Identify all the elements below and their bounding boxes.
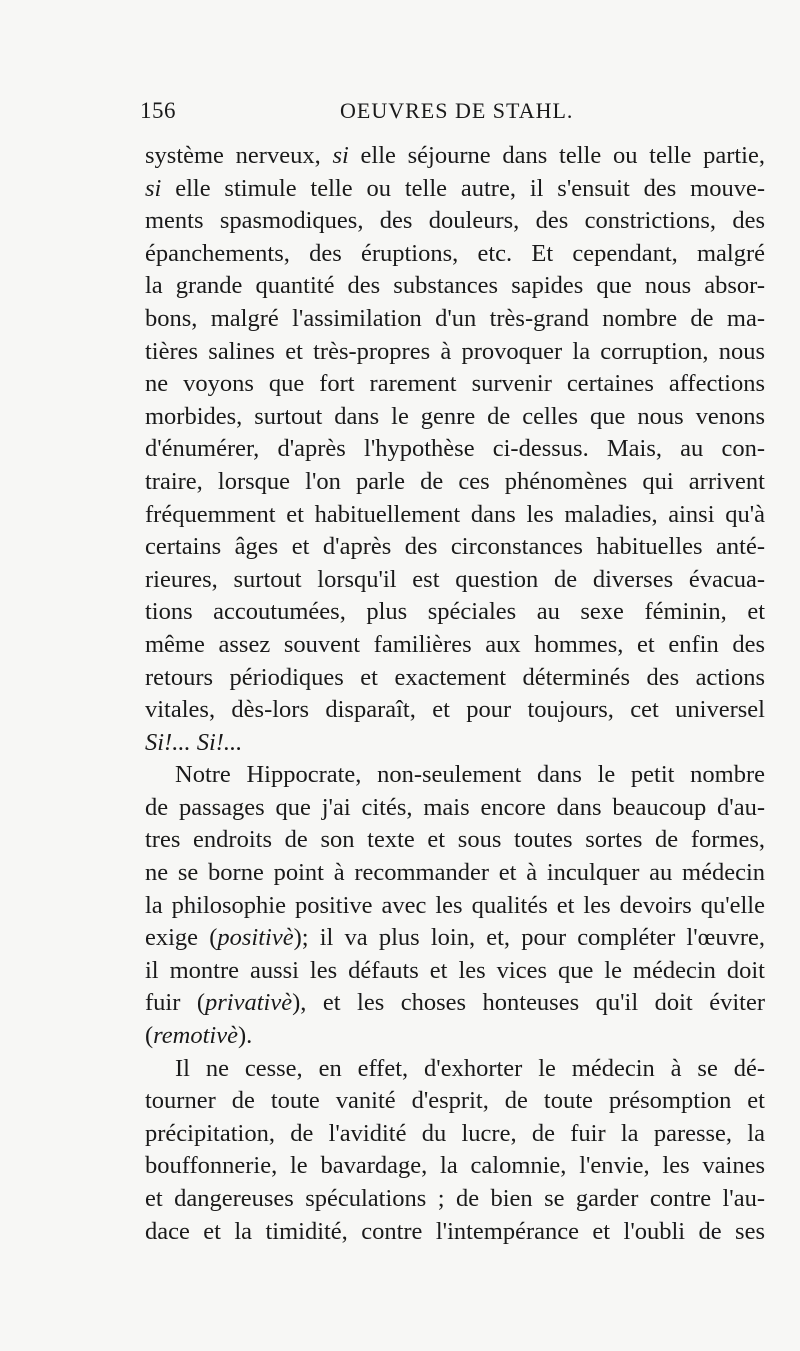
text-line [145, 987, 765, 1020]
running-title: OEUVRES DE STAHL. [340, 98, 574, 123]
text-run: tres endroits de son texte et sous toutes sortes de formes, [145, 826, 765, 854]
text-run: épanchements, des éruptions, etc. Et cependant, malgré [145, 239, 765, 267]
text-line [145, 1085, 765, 1118]
text-line [145, 531, 765, 564]
text-run: même assez souvent familières aux hommes, et enfin des [145, 630, 765, 658]
text-line [145, 857, 765, 890]
text-run: la philosophie positive avec les qualités et les devoirs qu'elle [145, 891, 765, 919]
page-header [140, 98, 770, 132]
text-line [145, 1020, 765, 1053]
text-run: fréquemment et habituellement dans les maladies, ainsi qu'à [145, 500, 765, 528]
text-line [145, 270, 765, 303]
text-run: ); il va plus loin, et, pour compléter l'œuvre, [293, 924, 765, 952]
text-run: Il ne cesse, en effet, d'exhorter le médecin à se dé- [175, 1054, 765, 1082]
text-run: d'énumérer, d'après l'hypothèse ci-dessus. Mais, au con- [145, 435, 765, 463]
text-run: il montre aussi les défauts et les vices que le médecin doit [145, 956, 765, 984]
text-line [145, 727, 765, 760]
italic-run: privativè [205, 989, 293, 1017]
text-line [145, 401, 765, 434]
text-run: la grande quantité des substances sapides que nous absor- [145, 272, 765, 300]
text-run: bons, malgré l'assimilation d'un très-grand nombre de ma- [145, 304, 765, 332]
text-line [145, 629, 765, 662]
text-run: et dangereuses spéculations ; de bien se garder contre l'au- [145, 1185, 765, 1212]
text-run: tourner de toute vanité d'esprit, de toute présomption et [145, 1087, 765, 1115]
text-line [145, 140, 765, 173]
text-run: ne se borne point à recommander et à inculquer au médecin [145, 859, 765, 887]
italic-run: Si!... Si!... [145, 728, 243, 756]
text-run: traire, lorsque l'on parle de ces phénomènes qui arrivent [145, 467, 765, 495]
text-line [145, 368, 765, 401]
text-run: exige ( [145, 924, 218, 952]
text-line [145, 205, 765, 238]
text-line [145, 1053, 765, 1086]
text-line [145, 662, 765, 695]
page-number: 156 [140, 98, 176, 123]
italic-run: remotivè [153, 1022, 238, 1050]
text-run: Notre Hippocrate, non-seulement dans le petit nombre [175, 761, 765, 789]
text-line [145, 792, 765, 825]
text-line [145, 499, 765, 532]
text-line [145, 1118, 765, 1151]
text-run: fuir ( [145, 989, 206, 1017]
text-line [145, 173, 765, 206]
italic-run: positivè [217, 924, 294, 952]
text-run: ne voyons que fort rarement survenir certaines affections [145, 370, 765, 398]
text-run: morbides, surtout dans le genre de celles que nous venons [145, 402, 765, 430]
text-line [145, 1183, 765, 1216]
text-line [145, 336, 765, 369]
text-run: de passages que j'ai cités, mais encore dans beaucoup d'au- [145, 793, 765, 821]
text-run: elle séjourne dans telle ou telle partie, [348, 142, 765, 169]
text-line [145, 303, 765, 336]
text-run: système nerveux, [145, 142, 333, 169]
text-run: dace et la timidité, contre l'intempérance et l'oubli de ses [145, 1217, 765, 1245]
text-line [145, 564, 765, 597]
text-line [145, 433, 765, 466]
text-line [145, 922, 765, 955]
italic-run: si [145, 174, 162, 202]
text-line [145, 890, 765, 923]
text-line [145, 466, 765, 499]
text-run: bouffonnerie, le bavardage, la calomnie, l'envie, les vaines [145, 1152, 765, 1180]
text-run: tions accoutumées, plus spéciales au sexe féminin, et [145, 598, 765, 626]
text-line [145, 759, 765, 792]
text-run: rieures, surtout lorsqu'il est question de diverses évacua- [145, 565, 765, 593]
text-run: ), et les choses honteuses qu'il doit éviter [292, 989, 765, 1017]
text-line [145, 824, 765, 857]
text-run: tières salines et très-propres à provoquer la corruption, nous [145, 337, 765, 365]
text-line [145, 694, 765, 727]
text-run: ). [237, 1022, 253, 1050]
text-line [145, 1216, 765, 1249]
text-run: elle stimule telle ou telle autre, il s'ensuit des mouve- [161, 174, 765, 202]
text-run: retours périodiques et exactement déterminés des actions [145, 663, 765, 691]
text-run: certains âges et d'après des circonstances habituelles anté- [145, 533, 765, 561]
text-run: vitales, dès-lors disparaît, et pour toujours, cet universel [145, 696, 765, 724]
text-run: ments spasmodiques, des douleurs, des constrictions, des [145, 207, 765, 235]
body-text [145, 140, 765, 1248]
text-line [145, 1150, 765, 1183]
text-line [145, 955, 765, 988]
italic-run: si [332, 142, 349, 169]
text-run: ( [145, 1022, 154, 1050]
text-line [145, 596, 765, 629]
text-run: précipitation, de l'avidité du lucre, de fuir la paresse, la [145, 1119, 765, 1147]
text-line [145, 238, 765, 271]
